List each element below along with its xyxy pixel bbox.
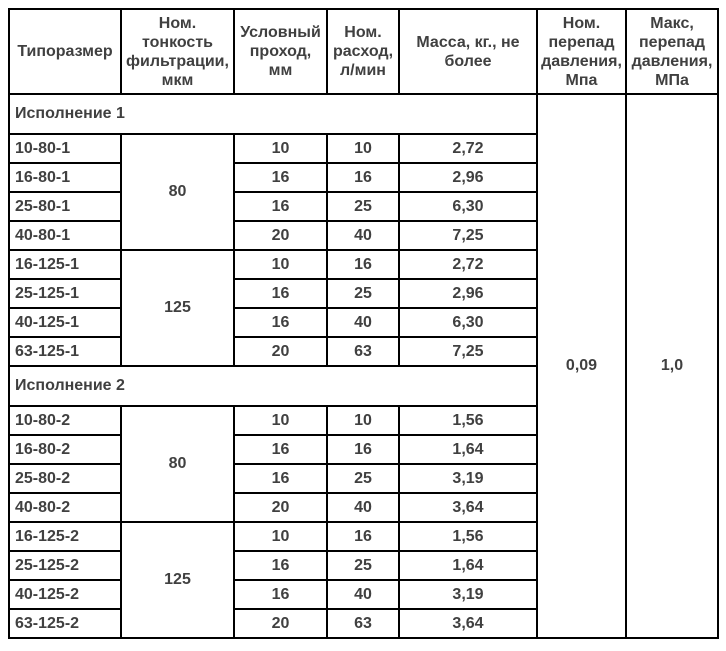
flow-cell: 40 xyxy=(327,580,399,609)
flow-cell: 63 xyxy=(327,609,399,638)
mass-cell: 2,72 xyxy=(399,134,537,163)
nom-pressure-drop-cell: 0,09 xyxy=(537,94,626,638)
section-label: Исполнение 1 xyxy=(9,94,537,134)
flow-cell: 10 xyxy=(327,406,399,435)
col-header-flow: Ном. расход, л/мин xyxy=(327,9,399,94)
bore-cell: 10 xyxy=(234,522,327,551)
col-header-bore: Условный проход, мм xyxy=(234,9,327,94)
type-size-cell: 10-80-1 xyxy=(9,134,121,163)
col-header-max-pressure: Макс, перепад давления, МПа xyxy=(626,9,718,94)
bore-cell: 16 xyxy=(234,551,327,580)
section-label: Исполнение 2 xyxy=(9,366,537,406)
bore-cell: 10 xyxy=(234,406,327,435)
mass-cell: 2,96 xyxy=(399,279,537,308)
bore-cell: 20 xyxy=(234,337,327,366)
max-pressure-drop-cell: 1,0 xyxy=(626,94,718,638)
mass-cell: 1,64 xyxy=(399,435,537,464)
mass-cell: 1,64 xyxy=(399,551,537,580)
flow-cell: 40 xyxy=(327,308,399,337)
filtration-cell: 125 xyxy=(121,522,234,638)
col-header-filtration: Ном. тонкость фильтрации, мкм xyxy=(121,9,234,94)
type-size-cell: 25-80-2 xyxy=(9,464,121,493)
mass-cell: 2,96 xyxy=(399,163,537,192)
flow-cell: 10 xyxy=(327,134,399,163)
bore-cell: 16 xyxy=(234,308,327,337)
table-body xyxy=(9,94,718,638)
mass-cell: 3,64 xyxy=(399,609,537,638)
type-size-cell: 16-80-1 xyxy=(9,163,121,192)
bore-cell: 16 xyxy=(234,464,327,493)
bore-cell: 20 xyxy=(234,221,327,250)
header-row xyxy=(9,9,718,94)
filtration-cell: 80 xyxy=(121,134,234,250)
filtration-cell: 80 xyxy=(121,406,234,522)
filtration-cell: 125 xyxy=(121,250,234,366)
bore-cell: 20 xyxy=(234,493,327,522)
bore-cell: 16 xyxy=(234,279,327,308)
flow-cell: 25 xyxy=(327,192,399,221)
flow-cell: 16 xyxy=(327,163,399,192)
mass-cell: 3,64 xyxy=(399,493,537,522)
mass-cell: 7,25 xyxy=(399,337,537,366)
type-size-cell: 25-125-1 xyxy=(9,279,121,308)
type-size-cell: 40-80-2 xyxy=(9,493,121,522)
flow-cell: 40 xyxy=(327,493,399,522)
col-header-mass: Масса, кг., не более xyxy=(399,9,537,94)
bore-cell: 16 xyxy=(234,192,327,221)
type-size-cell: 40-125-1 xyxy=(9,308,121,337)
flow-cell: 25 xyxy=(327,464,399,493)
mass-cell: 6,30 xyxy=(399,308,537,337)
bore-cell: 16 xyxy=(234,435,327,464)
spec-table xyxy=(8,8,719,639)
mass-cell: 3,19 xyxy=(399,464,537,493)
flow-cell: 16 xyxy=(327,435,399,464)
flow-cell: 25 xyxy=(327,551,399,580)
bore-cell: 10 xyxy=(234,134,327,163)
type-size-cell: 16-80-2 xyxy=(9,435,121,464)
section-row xyxy=(9,94,718,134)
mass-cell: 7,25 xyxy=(399,221,537,250)
col-header-type-size: Типоразмер xyxy=(9,9,121,94)
flow-cell: 63 xyxy=(327,337,399,366)
type-size-cell: 16-125-2 xyxy=(9,522,121,551)
type-size-cell: 63-125-2 xyxy=(9,609,121,638)
bore-cell: 16 xyxy=(234,580,327,609)
bore-cell: 10 xyxy=(234,250,327,279)
type-size-cell: 16-125-1 xyxy=(9,250,121,279)
mass-cell: 3,19 xyxy=(399,580,537,609)
flow-cell: 16 xyxy=(327,250,399,279)
type-size-cell: 40-80-1 xyxy=(9,221,121,250)
bore-cell: 20 xyxy=(234,609,327,638)
type-size-cell: 25-80-1 xyxy=(9,192,121,221)
mass-cell: 1,56 xyxy=(399,522,537,551)
mass-cell: 2,72 xyxy=(399,250,537,279)
col-header-nom-pressure: Ном. перепад давления, Мпа xyxy=(537,9,626,94)
flow-cell: 25 xyxy=(327,279,399,308)
type-size-cell: 40-125-2 xyxy=(9,580,121,609)
type-size-cell: 25-125-2 xyxy=(9,551,121,580)
type-size-cell: 63-125-1 xyxy=(9,337,121,366)
mass-cell: 1,56 xyxy=(399,406,537,435)
table-header xyxy=(9,9,718,94)
type-size-cell: 10-80-2 xyxy=(9,406,121,435)
flow-cell: 16 xyxy=(327,522,399,551)
flow-cell: 40 xyxy=(327,221,399,250)
bore-cell: 16 xyxy=(234,163,327,192)
mass-cell: 6,30 xyxy=(399,192,537,221)
